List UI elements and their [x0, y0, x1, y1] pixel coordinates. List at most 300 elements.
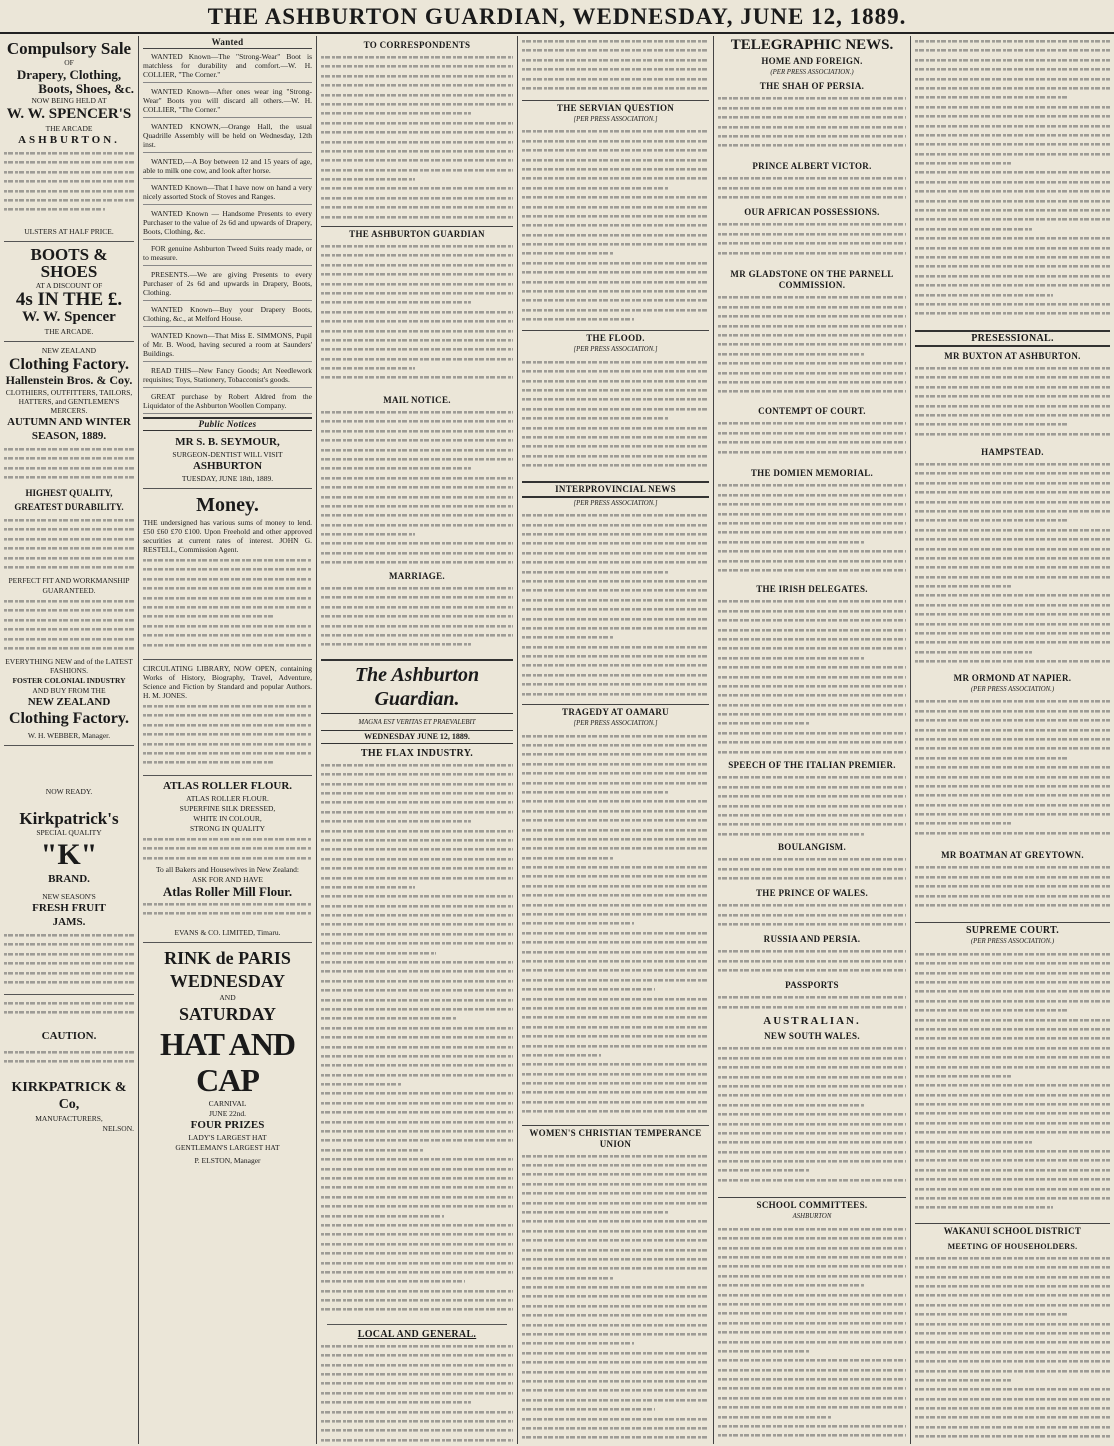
text-line	[718, 229, 906, 238]
section-heading: MAIL NOTICE.	[383, 395, 451, 405]
article-heading: THE SERVIAN QUESTION	[522, 100, 709, 114]
text-line	[522, 576, 709, 585]
text-line	[915, 299, 1110, 308]
text-line	[718, 910, 906, 919]
text-line	[915, 581, 1011, 590]
text-line	[522, 202, 709, 211]
text-line	[321, 1079, 402, 1088]
text-line	[321, 592, 513, 601]
text-line	[718, 311, 906, 320]
article-body	[321, 241, 513, 391]
text-line	[522, 1087, 709, 1096]
text-line	[522, 248, 614, 257]
text-line	[321, 80, 513, 89]
text-line	[321, 844, 513, 853]
text-line	[522, 538, 709, 547]
text-line	[4, 157, 134, 166]
text-line	[915, 111, 1110, 120]
text-line	[718, 1252, 906, 1261]
text-line	[321, 557, 513, 566]
text-line	[4, 605, 134, 614]
text-line	[915, 600, 1110, 609]
text-line	[321, 538, 513, 547]
text-line	[522, 1069, 709, 1078]
text-line	[143, 611, 275, 620]
text-line	[321, 1145, 423, 1154]
text-line	[522, 173, 709, 182]
article-body	[718, 1043, 906, 1193]
text-line	[915, 828, 1110, 837]
text-line	[321, 354, 513, 363]
text-line	[321, 174, 415, 183]
text-line	[522, 642, 709, 651]
text-line	[4, 634, 134, 643]
text-line	[718, 791, 906, 800]
article-body	[718, 946, 906, 976]
text-line	[915, 619, 1110, 628]
text-line	[522, 881, 709, 890]
text-line	[4, 553, 134, 562]
article-body	[522, 1151, 709, 1444]
text-line	[718, 490, 906, 499]
text-line	[522, 1003, 709, 1012]
text-line	[915, 1394, 1110, 1403]
text-line	[718, 1165, 810, 1174]
text-line	[915, 1043, 1110, 1052]
text-line	[321, 1032, 513, 1041]
text-line	[718, 956, 906, 965]
text-line	[522, 529, 709, 538]
text-line	[321, 482, 513, 491]
text-line	[321, 583, 513, 592]
text-line	[522, 432, 709, 441]
text-line	[718, 302, 906, 311]
article-body	[718, 854, 906, 884]
ad-text: FOUR PRIZES	[190, 1119, 265, 1131]
text-line	[522, 220, 709, 229]
ad-text: W. H. WEBBER, Manager.	[27, 731, 111, 740]
text-line	[718, 140, 906, 149]
text-line	[522, 853, 614, 862]
text-line	[321, 520, 513, 529]
text-line	[718, 527, 906, 536]
text-line	[915, 590, 1110, 599]
text-line	[915, 1090, 1110, 1099]
text-line	[321, 1425, 513, 1434]
text-line	[718, 681, 906, 690]
text-line	[718, 700, 906, 709]
text-line	[321, 873, 513, 882]
ad-atlas-flour	[143, 776, 312, 943]
wanted-ad: WANTED Known — Handsome Presents to every Purchaser to the value of 2s 6d and upwards of Drapery, Boots, Clothing, &c.	[143, 207, 312, 240]
article-heading: HAMPSTEAD.	[981, 447, 1044, 457]
article-body	[718, 992, 906, 1012]
text-line	[143, 630, 312, 639]
text-line	[522, 1179, 709, 1188]
column-news-1	[518, 36, 713, 1444]
text-line	[321, 155, 513, 164]
text-line	[522, 1245, 709, 1254]
text-line	[4, 977, 134, 986]
text-line	[718, 672, 906, 681]
text-line	[321, 183, 513, 192]
text-line	[915, 224, 1032, 233]
text-line	[718, 625, 906, 634]
text-line	[522, 192, 709, 201]
ad-seymour-dentist	[143, 432, 312, 489]
article-heading: MEETING OF HOUSEHOLDERS.	[947, 1241, 1078, 1251]
text-line	[915, 1099, 1110, 1108]
text-line	[915, 1146, 1110, 1155]
text-line	[718, 1100, 865, 1109]
text-line	[522, 126, 709, 135]
article-heading: THE PRINCE OF WALES.	[755, 888, 869, 899]
text-line	[321, 1388, 513, 1397]
article-body	[718, 596, 906, 756]
text-line	[522, 1106, 709, 1115]
text-line	[522, 136, 709, 145]
text-line	[321, 1126, 513, 1135]
ad-nz-clothing-factory	[4, 342, 134, 746]
text-line	[915, 214, 1110, 223]
article-body	[718, 772, 906, 838]
wanted-ad: FOR genuine Ashburton Tweed Suits ready made, or to measure.	[143, 242, 312, 266]
text-line	[4, 643, 134, 652]
text-line	[321, 1239, 513, 1248]
article-heading: SUPREME COURT.	[915, 922, 1110, 936]
text-line	[321, 1060, 513, 1069]
text-line	[915, 83, 1110, 92]
text-line	[915, 1300, 1110, 1309]
text-line	[522, 286, 709, 295]
article-heading: SCHOOL COMMITTEES.	[718, 1197, 906, 1211]
text-line	[718, 418, 906, 427]
text-line	[522, 74, 709, 83]
text-line	[321, 769, 513, 778]
ad-text: SPECIAL QUALITY	[36, 828, 102, 837]
text-line	[522, 1329, 709, 1338]
text-line	[915, 487, 1110, 496]
text-line	[718, 1233, 906, 1242]
text-line	[522, 385, 709, 394]
text-line	[915, 900, 1110, 909]
text-line	[718, 1053, 906, 1062]
text-line	[915, 515, 1067, 524]
text-line	[321, 1042, 513, 1051]
text-line	[522, 1404, 655, 1413]
ad-money	[143, 489, 312, 660]
ad-caution	[4, 995, 134, 1138]
text-line	[915, 139, 1110, 148]
text-line	[4, 463, 134, 472]
ad-fine-print	[143, 899, 312, 927]
text-line	[718, 1002, 906, 1011]
text-line	[321, 929, 513, 938]
text-line	[522, 1376, 709, 1385]
text-line	[915, 1384, 1110, 1393]
article-body	[718, 93, 906, 157]
text-line	[915, 1403, 1110, 1412]
text-line	[915, 410, 1110, 419]
article-heading: THE SHAH OF PERSIA.	[759, 81, 865, 92]
ad-text: MANUFACTURERS,	[35, 1114, 103, 1123]
text-line	[915, 1015, 1110, 1024]
ad-fine-print	[4, 930, 134, 990]
article-heading: HOME AND FOREIGN.	[761, 56, 863, 66]
ad-heading: Money.	[196, 494, 259, 516]
text-line	[321, 241, 513, 250]
text-line	[522, 366, 709, 375]
text-line	[718, 112, 906, 121]
text-line	[915, 506, 1110, 515]
text-line	[522, 1367, 709, 1376]
text-line	[522, 64, 709, 73]
ad-text: JAMS.	[52, 916, 86, 928]
text-line	[321, 1304, 513, 1313]
section-heading: PRESESSIONAL.	[915, 330, 1110, 347]
text-line	[718, 873, 906, 882]
text-line	[4, 148, 134, 157]
text-line	[143, 574, 312, 583]
text-line	[522, 778, 709, 787]
text-line	[522, 376, 709, 385]
text-line	[321, 1182, 513, 1191]
article-source: [PER PRESS ASSOCIATION.]	[573, 116, 658, 123]
text-line	[522, 975, 709, 984]
ad-heading: Atlas Roller Mill Flour.	[162, 884, 293, 899]
text-line	[915, 818, 1011, 827]
text-line	[522, 155, 709, 164]
text-line	[915, 64, 1110, 73]
text-line	[522, 604, 709, 613]
text-line	[4, 624, 134, 633]
text-line	[718, 349, 865, 358]
text-line	[321, 288, 513, 297]
section-heading: MARRIAGE.	[389, 571, 445, 581]
ad-text: FRESH FRUIT	[32, 902, 106, 914]
text-line	[718, 192, 906, 201]
text-line	[718, 103, 906, 112]
text-line	[915, 609, 1110, 618]
text-line	[915, 762, 1110, 771]
article-body	[718, 219, 906, 265]
text-line	[718, 864, 906, 873]
ad-text: NOW BEING HELD AT	[31, 96, 107, 105]
ad-heading: 4s IN THE £.	[15, 289, 123, 310]
wanted-ads	[143, 50, 312, 414]
text-line	[522, 749, 709, 758]
text-line	[915, 1165, 1110, 1174]
text-line	[321, 957, 513, 966]
text-line	[522, 1385, 709, 1394]
ad-text: CARNIVAL	[208, 1099, 247, 1108]
wanted-ad: PRESENTS.—We are giving Presents to every Purchaser of 2s 6d and upwards in Drapery, Boots, Clothing.	[143, 268, 312, 301]
text-line	[522, 928, 709, 937]
text-line	[522, 787, 668, 796]
ad-text: GREATEST DURABILITY.	[14, 502, 124, 512]
text-line	[915, 205, 1110, 214]
text-line	[915, 628, 1110, 637]
ad-fine-print	[4, 444, 134, 486]
text-line	[522, 145, 709, 154]
text-line	[522, 900, 709, 909]
text-line	[718, 709, 906, 718]
text-line	[915, 553, 1110, 562]
text-line	[522, 1423, 709, 1432]
text-line	[718, 1062, 906, 1071]
text-line	[718, 615, 906, 624]
text-line	[915, 977, 1110, 986]
text-line	[522, 1273, 614, 1282]
text-line	[915, 1375, 1011, 1384]
text-line	[522, 1235, 709, 1244]
text-line	[718, 386, 906, 395]
ad-heading: MR S. B. SEYMOUR,	[175, 436, 280, 448]
motto: MAGNA EST VERITAS ET PRAEVALEBIT	[358, 719, 476, 726]
text-line	[143, 834, 312, 843]
text-line	[522, 965, 709, 974]
text-line	[321, 1360, 513, 1369]
text-line	[522, 585, 709, 594]
text-line	[522, 305, 709, 314]
text-line	[915, 243, 1110, 252]
text-line	[522, 83, 709, 92]
text-line	[915, 1422, 1110, 1431]
text-line	[321, 621, 513, 630]
text-line	[718, 728, 906, 737]
article-body	[718, 1224, 906, 1444]
text-line	[915, 881, 1110, 890]
ad-fine-print	[143, 555, 312, 655]
text-line	[915, 1202, 1053, 1211]
text-line	[718, 1374, 906, 1383]
text-line	[321, 61, 513, 70]
wanted-ad: WANTED Known—Buy your Drapery Boots, Clothing, &c., at Melford House.	[143, 303, 312, 327]
ad-heading: KIRKPATRICK & Co,	[11, 1080, 127, 1112]
text-line	[321, 435, 513, 444]
text-line	[718, 1346, 810, 1355]
text-line	[915, 525, 1110, 534]
text-line	[4, 562, 134, 571]
text-line	[4, 167, 134, 176]
text-line	[915, 958, 1110, 967]
text-line	[915, 1052, 1110, 1061]
text-line	[718, 606, 906, 615]
ad-compulsory-sale	[4, 36, 134, 242]
text-line	[143, 701, 312, 710]
text-line	[321, 1117, 513, 1126]
ad-heading: Compulsory Sale	[6, 39, 132, 58]
ad-circulating-library	[143, 660, 312, 776]
text-line	[522, 557, 709, 566]
text-line	[718, 662, 906, 671]
article-body	[718, 292, 906, 402]
text-line	[522, 230, 709, 239]
text-line	[915, 1137, 1032, 1146]
text-line	[718, 1175, 906, 1184]
text-line	[4, 958, 134, 967]
text-line	[321, 454, 513, 463]
ad-text: ULSTERS AT HALF PRICE.	[24, 227, 114, 236]
section-heading: THE ASHBURTON GUARDIAN	[321, 226, 513, 240]
text-line	[718, 1299, 906, 1308]
article-heading: THE DOMIEN MEMORIAL.	[750, 468, 874, 479]
text-line	[915, 391, 1110, 400]
text-line	[915, 696, 1110, 705]
text-line	[718, 518, 906, 527]
article-heading: PASSPORTS	[785, 980, 839, 991]
text-line	[522, 862, 709, 871]
column-news-3	[911, 36, 1114, 1444]
text-line	[915, 177, 1110, 186]
text-line	[321, 1397, 471, 1406]
text-line	[718, 183, 906, 192]
text-line	[915, 290, 1053, 299]
text-line	[321, 901, 513, 910]
text-line	[915, 271, 1110, 280]
ad-heading: CAUTION.	[41, 1030, 97, 1042]
text-line	[718, 653, 865, 662]
article-heading: WAKANUI SCHOOL DISTRICT	[915, 1223, 1110, 1237]
ad-heading: BOOTS & SHOES	[30, 245, 108, 281]
text-line	[718, 93, 906, 102]
text-line	[522, 843, 709, 852]
article-heading: TRAGEDY AT OAMARU	[522, 704, 709, 718]
text-line	[915, 1174, 1110, 1183]
text-line	[915, 261, 1110, 270]
text-line	[143, 621, 312, 630]
article-heading: THE FLOOD.	[522, 330, 709, 344]
ad-heading: Clothing Factory.	[9, 356, 129, 373]
text-line	[4, 930, 134, 939]
text-line	[915, 781, 1110, 790]
article-body	[321, 407, 513, 567]
wanted-ad: WANTED KNOWN,—Orange Hall, the usual Quadrille Assembly will be held on Wednesday, 12th inst.	[143, 120, 312, 153]
text-line	[915, 497, 1110, 506]
text-line	[718, 565, 906, 574]
text-line	[522, 871, 709, 880]
text-line	[915, 949, 1110, 958]
article-body	[718, 173, 906, 203]
text-line	[321, 118, 513, 127]
text-line	[915, 1356, 1110, 1365]
article-source: (PER PRESS ASSOCIATION.)	[970, 938, 1055, 946]
text-line	[321, 891, 513, 900]
article-source: (PER PRESS ASSOCIATION.)	[970, 686, 1055, 693]
article-body	[522, 510, 709, 700]
text-line	[321, 816, 471, 825]
text-line	[915, 986, 1110, 995]
text-line	[915, 1290, 1110, 1299]
text-line	[915, 1347, 1110, 1356]
text-line	[718, 219, 906, 228]
text-line	[4, 176, 134, 185]
text-line	[4, 596, 134, 605]
text-line	[321, 882, 415, 891]
text-line	[915, 121, 1110, 130]
text-line	[718, 1137, 906, 1146]
text-line	[321, 1013, 457, 1022]
text-line	[522, 1263, 709, 1272]
text-line	[321, 407, 513, 416]
text-line	[522, 357, 709, 366]
text-line	[915, 862, 1110, 871]
text-line	[143, 710, 312, 719]
text-line	[718, 1308, 906, 1317]
text-line	[321, 202, 513, 211]
text-line	[522, 1160, 709, 1169]
wanted-ad: WANTED,—A Boy between 12 and 15 years of age, able to milk one cow, and look after horse.	[143, 155, 312, 179]
